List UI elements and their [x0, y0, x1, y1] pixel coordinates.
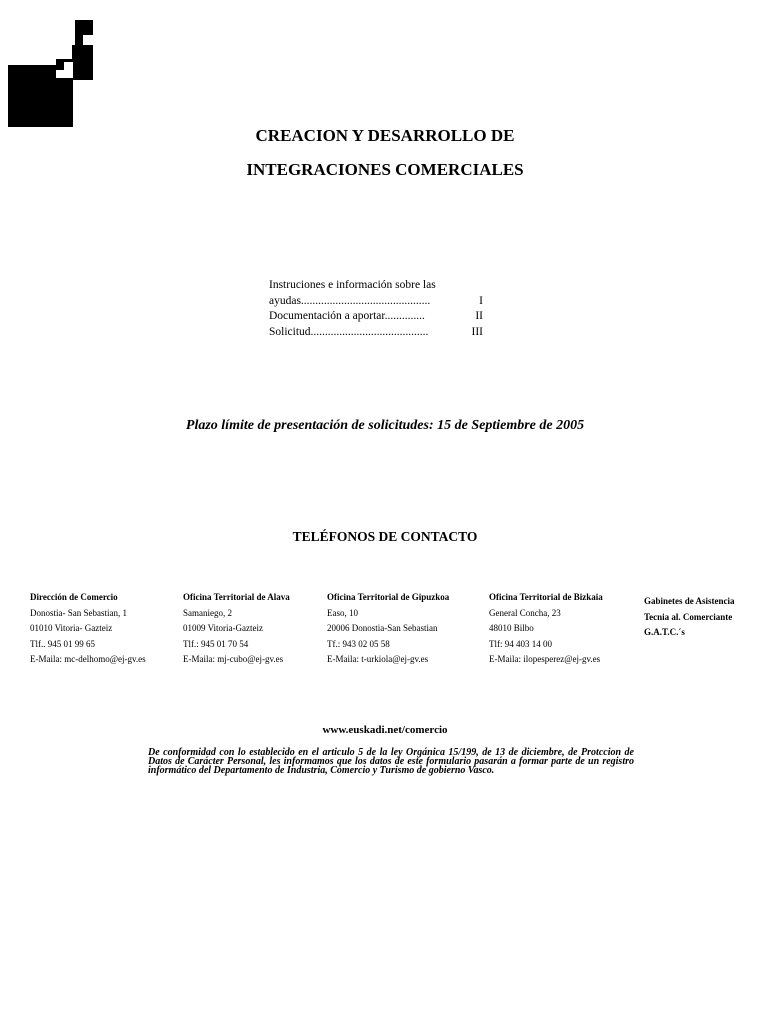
toc-item-label: Instruciones e información sobre las [269, 279, 436, 291]
toc-item [269, 309, 483, 325]
logo [0, 0, 100, 130]
office-direccion-comercio [30, 590, 146, 668]
deadline-notice: Plazo límite de presentación de solicitudes: 15 de Septiembre de 2005 [185, 418, 585, 433]
office-phone: Tf.: 943 02 05 58 [327, 638, 390, 649]
office-email: E-Maila: t-urkiola@ej-gv.es [327, 654, 429, 664]
office-name: Oficina Territorial de Gipuzkoa [327, 592, 450, 602]
office-city: 20006 Donostia-San Sebastian [327, 623, 438, 633]
office-bizkaia [489, 590, 603, 668]
page-title-line2: INTEGRACIONES COMERCIALES [246, 160, 524, 179]
office-gipuzkoa [327, 590, 449, 668]
office-phone: Tlf.: 945 01 70 54 [183, 638, 249, 649]
toc-item-number: I [479, 294, 483, 307]
office-address: Samaniego, 2 [183, 607, 232, 618]
toc-item [269, 278, 483, 294]
office-name: Oficina Territorial de Bizkaia [489, 592, 603, 602]
toc-item-label: ayudas............................................. [269, 294, 431, 307]
office-email: E-Maila: mc-delhomo@ej-gv.es [30, 654, 146, 664]
office-city: 01009 Vitoria-Gazteiz [183, 623, 264, 633]
office-address: General Concha, 23 [489, 607, 561, 618]
office-name: Dirección de Comercio [30, 592, 118, 602]
office-city: 01010 Vitoria- Gazteiz [30, 623, 113, 633]
toc-item-number: II [475, 310, 483, 322]
gatc-line: G.A.T.C.´s [644, 627, 685, 637]
office-city: 48010 Bilbo [489, 623, 534, 633]
office-address: Donostia- San Sebastian, 1 [30, 607, 127, 618]
office-name: Oficina Territorial de Alava [183, 592, 290, 602]
gatc-line: Tecnia al. Comerciante [644, 611, 733, 622]
page-title-line1: CREACION Y DESARROLLO DE [255, 126, 515, 145]
office-phone: Tlf: 94 403 14 00 [489, 638, 552, 649]
gatc-block [644, 594, 735, 641]
contact-heading: TELÉFONOS DE CONTACTO [292, 529, 478, 544]
website-url: www.euskadi.net/comercio [322, 724, 448, 736]
gatc-line: Gabinetes de Asistencia [644, 596, 735, 606]
toc-item-label: Documentación a aportar.............. [269, 310, 425, 322]
office-email: E-Maila: mj-cubo@ej-gv.es [183, 654, 284, 664]
office-alava [183, 590, 290, 668]
logo-graphic [0, 0, 100, 130]
toc-item [269, 294, 483, 310]
office-phone: Tlf.. 945 01 99 65 [30, 638, 95, 649]
office-address: Easo, 10 [327, 607, 358, 618]
toc-item-label: Solicitud......................................... [269, 325, 429, 338]
toc-item [269, 325, 483, 341]
legal-notice: De conformidad con lo establecido en el articulo 5 de la ley Orgánica 15/199, de 13 de diciembre, de Protccion de Datos de Carácter Personal, les informamos que los datos de este formulario pasarán a formar parte de un registro informático del Departamento de Industria, Comercio y Turismo de gobierno Vasco. [148, 747, 634, 776]
toc-item-number: III [471, 325, 483, 338]
table-of-contents [269, 278, 483, 340]
toc-item-number [479, 278, 483, 294]
office-email: E-Maila: ilopesperez@ej-gv.es [489, 654, 601, 664]
